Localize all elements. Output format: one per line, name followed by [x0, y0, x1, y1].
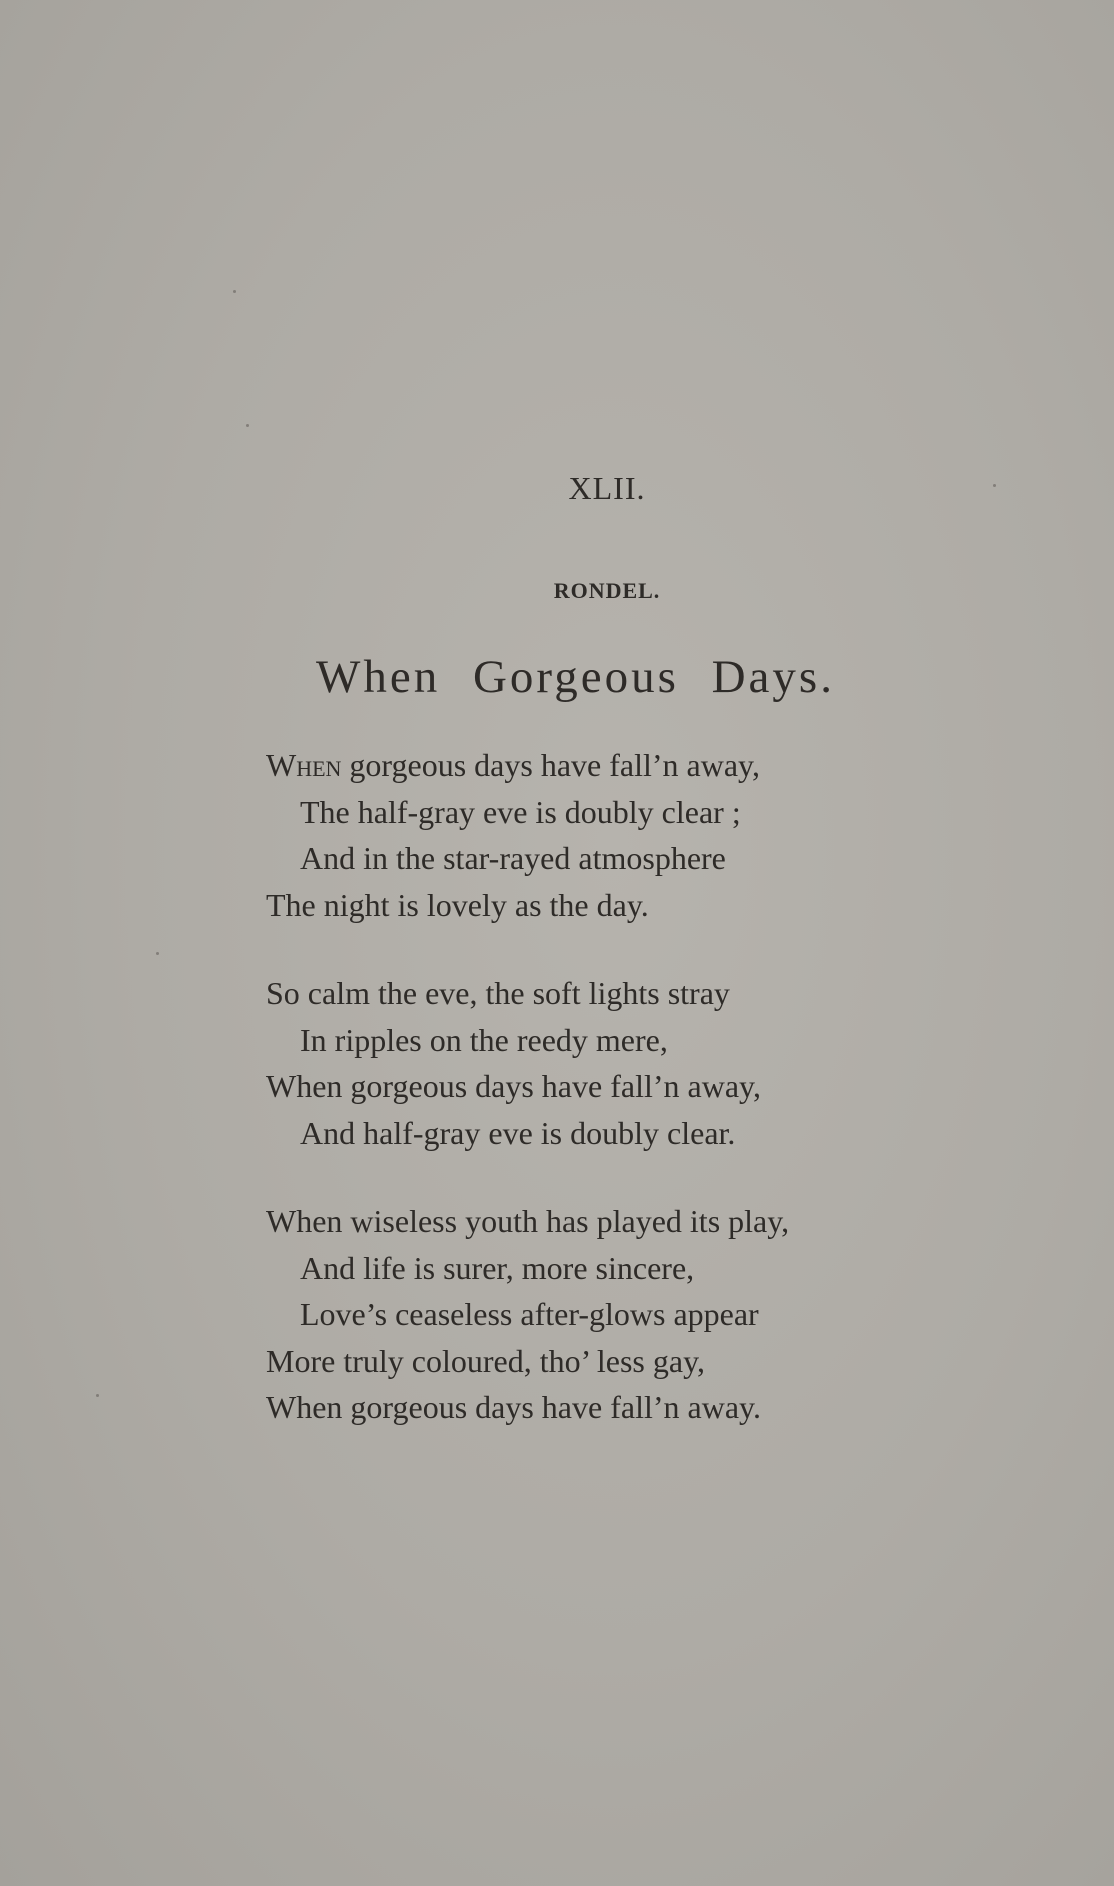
poem-line: When gorgeous days have fall’n away. [266, 1389, 761, 1425]
poem-line: More truly coloured, tho’ less gay, [266, 1342, 705, 1379]
poem-line: And in the star-rayed atmosphere [300, 840, 726, 876]
poem-line [266, 742, 789, 789]
stanza-2 [266, 970, 789, 1156]
poem-line: Love’s ceaseless after-glows appear [300, 1296, 759, 1332]
stanza-3 [266, 1198, 789, 1431]
poem-form-label: RONDEL. [553, 578, 661, 603]
line-text: gorgeous days have fall’n away, [341, 747, 760, 783]
poem-line: When gorgeous days have fall’n away, [266, 1068, 761, 1104]
paper-speck [246, 424, 249, 427]
small-caps-lead: When [266, 747, 342, 783]
poem-line: And life is surer, more sincere, [300, 1249, 695, 1286]
poem-line: When wiseless youth has played its play, [266, 1203, 790, 1239]
poem-line: The half-gray eve is doubly clear ; [300, 793, 741, 830]
poem-line: In ripples on the reedy mere, [300, 1021, 668, 1058]
paper-speck [156, 952, 159, 955]
stanza-1 [266, 742, 789, 928]
poem-number: XLII. [568, 470, 646, 506]
poem-body [266, 742, 789, 1473]
poem-line: And half-gray eve is doubly clear. [300, 1114, 736, 1151]
poem-title: When Gorgeous Days. [316, 651, 835, 703]
paper-speck [233, 290, 236, 293]
poem-line: The night is lovely as the day. [266, 886, 649, 923]
paper-speck [96, 1394, 99, 1397]
poem-line: So calm the eve, the soft lights stray [266, 975, 730, 1011]
